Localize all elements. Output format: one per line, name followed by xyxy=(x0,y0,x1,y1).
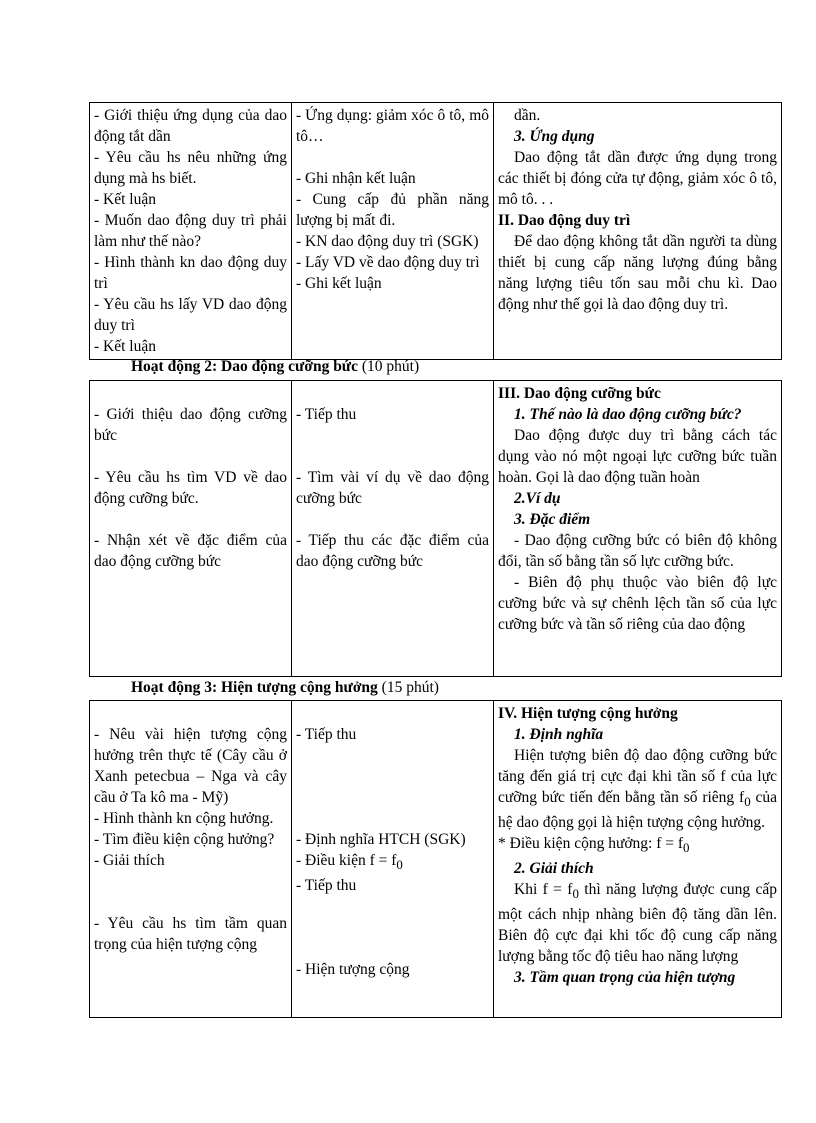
student-line: - Tiếp thu xyxy=(296,726,357,743)
subscript-zero: 0 xyxy=(396,857,403,873)
teacher-line: - Kết luận xyxy=(94,338,156,355)
content-text: Để dao động không tắt dần người ta dùng thiết bị cung cấp năng lượng đúng bằng năng lượng tiêu tốn sau mỗi chu kì. Dao động như thế gọi là dao động duy trì. xyxy=(498,233,777,313)
activity-heading-2 xyxy=(131,358,419,376)
content-text xyxy=(498,745,777,833)
subsection-title: 1. Thế nào là dao động cưỡng bức? xyxy=(514,406,742,423)
content-cell xyxy=(494,103,782,360)
student-line: - Ghi kết luận xyxy=(296,275,382,292)
content-text xyxy=(498,879,777,967)
activity-table-2 xyxy=(89,380,782,677)
content-text: Dao động tắt dần được ứng dụng trong các thiết bị đóng cửa tự động, giảm xóc ô tô, mô tô. . . xyxy=(498,149,777,208)
student-activities-cell xyxy=(292,381,494,677)
student-line: - Định nghĩa HTCH (SGK) xyxy=(296,831,466,848)
subsection-title: 1. Định nghĩa xyxy=(514,726,604,743)
subscript-zero: 0 xyxy=(744,794,751,810)
subsection-title: 2.Ví dụ xyxy=(514,490,561,507)
content-cell xyxy=(494,381,782,677)
condition-line xyxy=(498,833,777,858)
subscript-zero: 0 xyxy=(683,840,690,856)
teacher-line: - Yêu cầu hs tìm VD về dao động cưỡng bức. xyxy=(94,469,287,507)
heading-duration: (15 phút) xyxy=(377,679,439,696)
student-line: - Tiếp thu các đặc điểm của dao động cưỡng bức xyxy=(296,532,489,570)
teacher-activities-cell xyxy=(90,103,292,360)
teacher-line: - Nhận xét về đặc điểm của dao động cưỡng bức xyxy=(94,532,287,570)
activity-table-1 xyxy=(89,102,782,360)
definition-text-a: Hiện tượng biên độ dao động cưỡng bức tăng đến giá trị cực đại khi tần số f của lực cưỡng bức tiến đến bằng tần số riêng f xyxy=(498,747,777,806)
teacher-line: - Yêu cầu hs nêu những ứng dụng mà hs biết. xyxy=(94,149,287,187)
teacher-activities-cell xyxy=(90,381,292,677)
student-line: - Tiếp thu xyxy=(296,877,357,895)
section-title: III. Dao động cưỡng bức xyxy=(498,385,661,402)
content-text: - Biên độ phụ thuộc vào biên độ lực cưỡng bức và sự chênh lệch tần số của lực cưỡng bức và tần số riêng của dao động xyxy=(498,574,777,633)
student-line: - Ứng dụng: giảm xóc ô tô, mô tô… xyxy=(296,107,489,145)
teacher-line: - Giải thích xyxy=(94,852,165,869)
teacher-line: - Yêu cầu hs tìm tầm quan trọng của hiện tượng cộng xyxy=(94,915,287,953)
teacher-line: - Kết luận xyxy=(94,191,156,208)
content-text: dần. xyxy=(514,107,541,124)
teacher-line: - Nêu vài hiện tượng cộng hưởng trên thực tế (Cây cầu ở Xanh petecbua – Nga và cây cầu ở Ta kô ma - Mỹ) xyxy=(94,726,287,806)
teacher-line: - Giới thiệu dao động cưỡng bức xyxy=(94,406,287,444)
subsection-title: 2. Giải thích xyxy=(514,860,594,878)
condition-text: - Điều kiện f = f xyxy=(296,852,397,869)
student-activities-cell xyxy=(292,701,494,1018)
content-text: - Dao động cưỡng bức có biên độ không đổi, tần số bằng tần số lực cưỡng bức. xyxy=(498,532,777,570)
section-title: IV. Hiện tượng cộng hưởng xyxy=(498,705,678,722)
teacher-line: - Giới thiệu ứng dụng của dao động tắt dần xyxy=(94,107,287,145)
content-text: Dao động được duy trì bằng cách tác dụng vào nó một ngoại lực cưỡng bức tuần hoàn. Gọi là dao động tuần hoàn xyxy=(498,427,777,486)
content-cell xyxy=(494,701,782,1018)
student-line xyxy=(296,850,489,875)
teacher-line: - Hình thành kn dao động duy trì xyxy=(94,254,287,292)
condition-text: * Điều kiện cộng hưởng: f = f xyxy=(498,835,684,853)
student-line: - Lấy VD về dao động duy trì xyxy=(296,254,480,271)
definition-text-b: của hệ dao động gọi là hiện tượng cộng hưởng. xyxy=(498,789,777,832)
subsection-title: 3. Tầm quan trọng của hiện tượng xyxy=(514,969,736,987)
student-line: - Tìm vài ví dụ về dao động cưỡng bức xyxy=(296,469,489,507)
explain-text-b: thì năng lượng được cung cấp một cách nhịp nhàng biên độ tăng dần lên. Biên độ cực đại khi tốc độ cung cấp năng lượng bằng tốc độ tiêu hao năng lượng xyxy=(498,881,777,966)
student-activities-cell xyxy=(292,103,494,360)
explain-text-a: Khi f = f xyxy=(514,881,573,899)
student-line: - Tiếp thu xyxy=(296,406,357,423)
activity-heading-3 xyxy=(131,679,439,697)
section-title: II. Dao động duy trì xyxy=(498,212,631,229)
heading-bold: Hoạt động 2: Dao động cưỡng bức xyxy=(131,358,358,375)
subscript-zero: 0 xyxy=(572,886,579,902)
student-line: - Ghi nhận kết luận xyxy=(296,170,416,187)
student-line: - Cung cấp đủ phần năng lượng bị mất đi. xyxy=(296,191,489,229)
student-line: - KN dao động duy trì (SGK) xyxy=(296,233,479,250)
teacher-line: - Hình thành kn cộng hưởng. xyxy=(94,810,274,827)
subsection-title: 3. Đặc điểm xyxy=(514,511,591,528)
teacher-activities-cell xyxy=(90,701,292,1018)
heading-bold: Hoạt động 3: Hiện tượng cộng hưởng xyxy=(131,679,378,696)
subsection-title: 3. Ứng dụng xyxy=(514,128,595,145)
teacher-line: - Yêu cầu hs lấy VD dao động duy trì xyxy=(94,296,287,334)
teacher-line: - Tìm điều kiện cộng hưởng? xyxy=(94,831,275,848)
activity-table-3 xyxy=(89,700,782,1018)
teacher-line: - Muốn dao động duy trì phải làm như thế nào? xyxy=(94,212,287,250)
student-line: - Hiện tượng cộng xyxy=(296,961,410,979)
heading-duration: (10 phút) xyxy=(358,358,420,375)
